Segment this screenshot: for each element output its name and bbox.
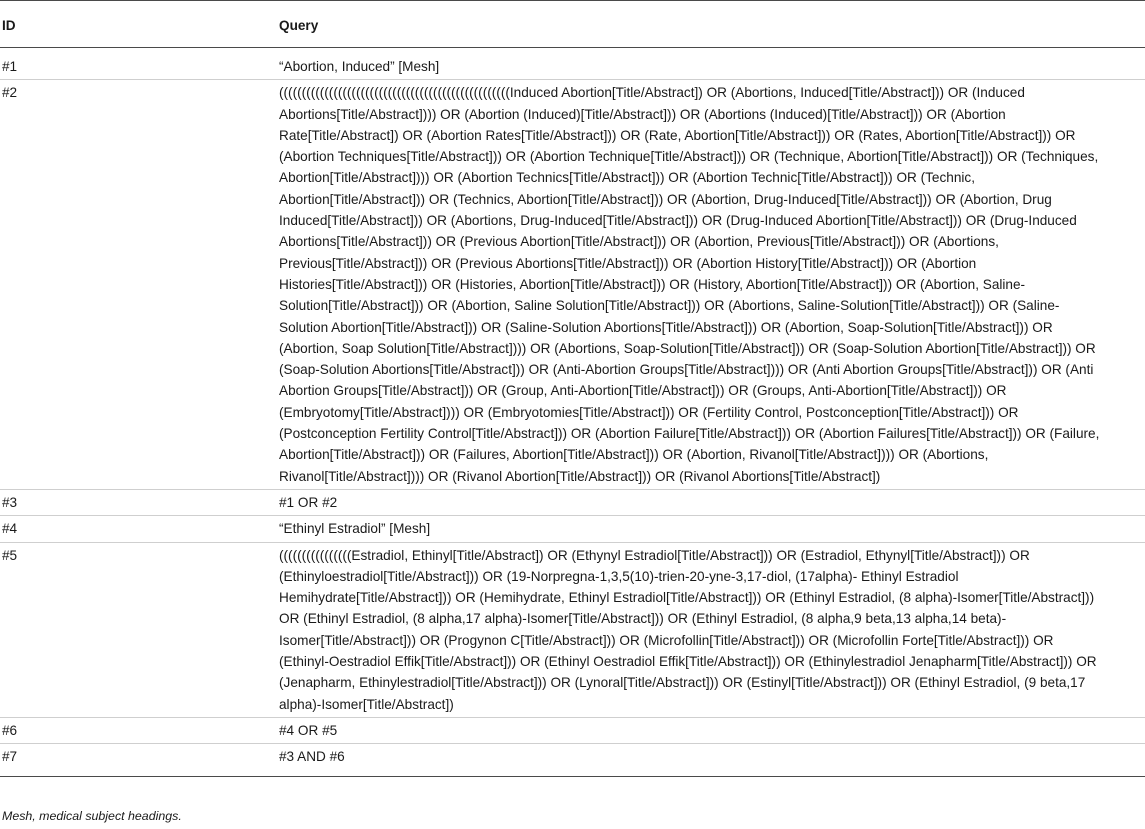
- row-id: #1: [2, 59, 18, 74]
- row-id: #7: [2, 749, 18, 765]
- row-query: ((((((((((((((((Estradiol, Ethinyl[Title/Abstract]) OR (Ethynyl Estradiol[Title/Abstract])) OR (Estradiol, Ethynyl[Title/Abstract])) OR (Ethinyloestradiol[Title/Abstract])) OR (19-Norpregna-1,3,5(10)-trien-20-yne-3,17-diol, (17alpha)- Ethinyl Estradiol Hemihydrate[Title/Abstract])) OR (Hemihydrate, Ethinyl Estradiol[Title/Abstract])) OR (Ethinyl Estradiol, (8 alpha)-Isomer[Title/Abstract])) OR (Ethinyl Estradiol, (8 alpha,17 alpha)-Isomer[Title/Abstract])) OR (Ethinyl Estradiol, (8 alpha,9 beta,13 alpha,14 beta)-Isomer[Title/Abstract])) OR (Progynon C[Title/Abstract])) OR (Microfollin[Title/Abstract])) OR (Microfollin Forte[Title/Abstract])) OR (Ethinyl-Oestradiol Effik[Title/Abstract])) OR (Ethinyl Oestradiol Effik[Title/Abstract])) OR (Ethinylestradiol Jenapharm[Title/Abstract])) OR (Jenapharm, Ethinylestradiol[Title/Abstract])) OR (Lynoral[Title/Abstract])) OR (Estinyl[Title/Abstract])) OR (Ethinyl Estradiol, (9 beta,17 alpha)-Isomer[Title/Abstract]): [279, 547, 1097, 712]
- row-query: (((((((((((((((((((((((((((((((((((((((((((((((((((Induced Abortion[Title/Abstract]) OR (Abortions, Induced[Title/Abstract])) OR (Induced Abortions[Title/Abstract]))) OR (Abortion (Induced)[Title/Abstract])) OR (Abortions (Induced)[Title/Abstract])) OR (Abortion Rate[Title/Abstract]) OR (Abortion Rates[Title/Abstract])) OR (Rate, Abortion[Title/Abstract])) OR (Rates, Abortion[Title/Abstract])) OR (Abortion Techniques[Title/Abstract])) OR (Abortion Technique[Title/Abstract])) OR (Technique, Abortion[Title/Abstract])) OR (Techniques, Abortion[Title/Abstract]))) OR (Abortion Technics[Title/Abstract])) OR (Abortion Technic[Title/Abstract])) OR (Technic, Abortion[Title/Abstract])) OR (Technics, Abortion[Title/Abstract])) OR (Abortion, Drug-Induced[Title/Abstract])) OR (Abortion, Drug Induced[Title/Abstract])) OR (Abortions, Drug-Induced[Title/Abstract])) OR (Drug-Induced Abortion[Title/Abstract])) OR (Drug-Induced Abortions[Title/Abstract])) OR (Previous Abortion[Title/Abstract])) OR (Abortion, Previous[Title/Abstract])) OR (Abortions, Previous[Title/Abstract])) OR (Previous Abortions[Title/Abstract])) OR (Abortion History[Title/Abstract])) OR (Abortion Histories[Title/Abstract])) OR (Histories, Abortion[Title/Abstract])) OR (History, Abortion[Title/Abstract])) OR (Abortion, Saline-Solution[Title/Abstract])) OR (Abortion, Saline Solution[Title/Abstract])) OR (Abortions, Saline-Solution[Title/Abstract])) OR (Saline-Solution Abortion[Title/Abstract])) OR (Saline-Solution Abortions[Title/Abstract])) OR (Abortion, Soap-Solution[Title/Abstract])) OR (Abortion, Soap Solution[Title/Abstract]))) OR (Abortions, Soap-Solution[Title/Abstract])) OR (Soap-Solution Abortion[Title/Abstract])) OR (Soap-Solution Abortions[Title/Abstract])) OR (Anti-Abortion Groups[Title/Abstract]))) OR (Anti Abortion Groups[Title/Abstract])) OR (Anti Abortion Groups[Title/Abstract])) OR (Group, Anti-Abortion[Title/Abstract])) OR (Groups, Anti-Abortion[Title/Abstract])) OR (Embryotomy[Title/Abstract]))) OR (Embryotomies[Title/Abstract])) OR (Fertility Control, Postconception[Title/Abstract])) OR (Postconception Fertility Control[Title/Abstract])) OR (Abortion Failure[Title/Abstract])) OR (Abortion Failures[Title/Abstract])) OR (Failure, Abortion[Title/Abstract])) OR (Failures, Abortion[Title/Abstract])) OR (Abortion, Rivanol[Title/Abstract]))) OR (Abortions, Rivanol[Title/Abstract]))) OR (Rivanol Abortion[Title/Abstract])) OR (Rivanol Abortions[Title/Abstract]): [279, 85, 1100, 484]
- table-row: [0, 48, 1145, 80]
- query-column-header: Query: [279, 18, 319, 33]
- table-row: [0, 489, 1145, 515]
- table-row: [0, 80, 1145, 490]
- table-header: [0, 1, 1145, 48]
- row-query: #1 OR #2: [279, 494, 338, 510]
- table-row: [0, 516, 1145, 542]
- header-row: [0, 1, 1145, 48]
- row-id: #5: [2, 547, 18, 563]
- row-query: “Abortion, Induced” [Mesh]: [279, 59, 440, 74]
- row-id: #3: [2, 494, 18, 510]
- table-row: [0, 744, 1145, 776]
- row-id: #6: [2, 722, 18, 738]
- table-row: [0, 717, 1145, 743]
- table-row: [0, 542, 1145, 717]
- row-query: #4 OR #5: [279, 722, 338, 738]
- row-id: #2: [2, 85, 18, 101]
- row-query: #3 AND #6: [279, 749, 345, 765]
- table-footnote: Mesh, medical subject headings.: [2, 809, 182, 823]
- id-column-header: ID: [2, 18, 16, 33]
- row-id: #4: [2, 521, 18, 537]
- table-body: [0, 48, 1145, 777]
- row-query: “Ethinyl Estradiol” [Mesh]: [279, 521, 431, 537]
